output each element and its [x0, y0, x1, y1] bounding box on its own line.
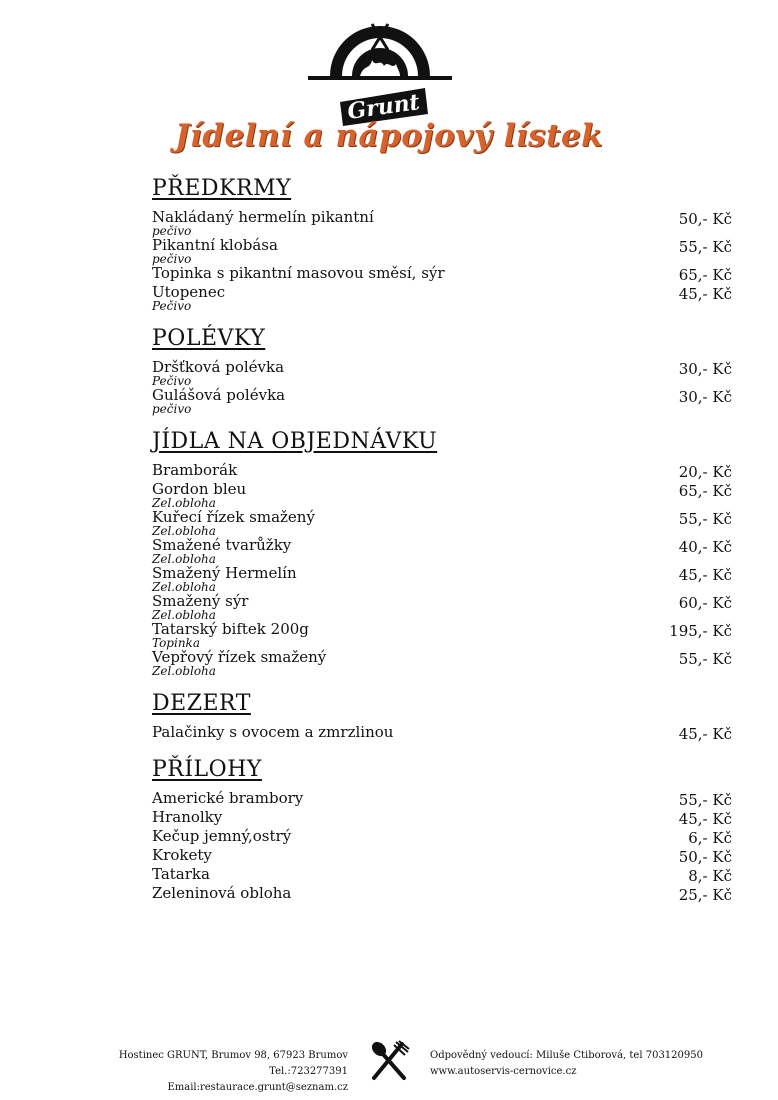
menu-item-name: Bramborák	[152, 461, 238, 479]
menu-item	[152, 790, 732, 809]
menu-item-text	[152, 209, 374, 237]
menu-item-text	[152, 462, 237, 479]
menu-item-note: Zel.obloha	[152, 608, 216, 622]
menu-item-note: Topinka	[152, 636, 200, 650]
menu-item-price: 45,- Kč	[678, 725, 732, 743]
menu-item	[152, 885, 732, 904]
menu-item	[152, 265, 732, 284]
menu-item	[152, 724, 732, 743]
menu-section	[152, 691, 732, 743]
menu-item-note: Pečivo	[152, 299, 192, 313]
menu-item-name: Vepřový řízek smažený	[152, 648, 327, 666]
menu-item-name: Utopenec	[152, 283, 226, 301]
menu-item-name: Krokety	[152, 846, 212, 864]
menu-item-price: 55,- Kč	[678, 791, 732, 809]
menu-item-name: Tatarský biftek 200g	[152, 620, 309, 638]
menu-item-price: 55,- Kč	[678, 650, 732, 668]
menu-item	[152, 481, 732, 509]
footer-address: Hostinec GRUNT, Brumov 98, 67923 Brumov	[118, 1050, 348, 1061]
menu-item-price: 65,- Kč	[678, 482, 732, 500]
menu-item-name: Palačinky s ovocem a zmrzlinou	[152, 723, 394, 741]
menu-item-text	[152, 847, 212, 864]
menu-item-note: pečivo	[152, 224, 192, 238]
menu-item-text	[152, 481, 246, 509]
menu-item-text	[152, 809, 222, 826]
fork-and-spoon-icon	[368, 1040, 410, 1082]
menu-item-price: 60,- Kč	[678, 594, 732, 612]
menu-item-name: Gulášová polévka	[152, 386, 286, 404]
menu-item-note: Zel.obloha	[152, 664, 216, 678]
menu-item-name: Gordon bleu	[152, 480, 247, 498]
footer-manager-line: Odpovědný vedoucí: Miluše Ctiborová, tel 703120950	[430, 1050, 703, 1061]
menu-item-name: Topinka s pikantní masovou směsí, sýr	[152, 264, 445, 282]
menu-item-price: 55,- Kč	[678, 238, 732, 256]
menu-item-name: Zeleninová obloha	[152, 884, 292, 902]
menu-item	[152, 537, 732, 565]
menu-item-text	[152, 387, 285, 415]
menu-item	[152, 359, 732, 387]
menu-item-price: 30,- Kč	[678, 360, 732, 378]
menu-item-price: 45,- Kč	[678, 810, 732, 828]
menu-item-note: Zel.obloha	[152, 552, 216, 566]
menu-section	[152, 176, 732, 312]
menu-item-price: 65,- Kč	[678, 266, 732, 284]
menu-item-name: Kečup jemný,ostrý	[152, 827, 292, 845]
logo-text: Grunt	[345, 89, 422, 125]
menu-item	[152, 284, 732, 312]
section-title: JÍDLA NA OBJEDNÁVKU	[152, 429, 438, 454]
menu-item-name: Pikantní klobása	[152, 236, 278, 254]
menu-item-text	[152, 537, 291, 565]
menu-item-note: pečivo	[152, 252, 192, 266]
menu-item-price: 25,- Kč	[678, 886, 732, 904]
section-title: POLÉVKY	[152, 326, 266, 351]
menu-item	[152, 387, 732, 415]
menu-item-text	[152, 885, 291, 902]
menu-item-text	[152, 359, 284, 387]
footer-contact	[100, 1048, 348, 1096]
menu-item-price: 8,- Kč	[688, 867, 732, 885]
menu-item	[152, 809, 732, 828]
menu-item-text	[152, 509, 315, 537]
menu-item	[152, 509, 732, 537]
section-title: DEZERT	[152, 691, 251, 716]
menu-item-name: Smažený sýr	[152, 592, 249, 610]
section-title: PŘÍLOHY	[152, 757, 262, 782]
menu-item-note: Zel.obloha	[152, 580, 216, 594]
menu-item-text	[152, 866, 210, 883]
menu-subtitle: Jídelní a nápojový lístek	[174, 118, 604, 154]
menu-item-name: Smažené tvarůžky	[152, 536, 292, 554]
menu-item-note: Pečivo	[152, 374, 192, 388]
menu-item	[152, 866, 732, 885]
menu-item	[152, 593, 732, 621]
menu-item-text	[152, 649, 326, 677]
menu-item-text	[152, 724, 393, 741]
menu-item-text	[152, 621, 309, 649]
menu-section	[152, 326, 732, 415]
menu-item-name: Nakládaný hermelín pikantní	[152, 208, 374, 226]
menu-item-name: Dršťková polévka	[152, 358, 285, 376]
menu-item	[152, 565, 732, 593]
menu-item-name: Tatarka	[152, 865, 210, 883]
menu-item-text	[152, 565, 297, 593]
menu-item-text	[152, 593, 248, 621]
menu-item-price: 20,- Kč	[678, 463, 732, 481]
menu-item-text	[152, 237, 278, 265]
menu-item-text	[152, 828, 291, 845]
menu-item-price: 45,- Kč	[678, 285, 732, 303]
menu-item-price: 50,- Kč	[678, 848, 732, 866]
menu-item-name: Kuřecí řízek smažený	[152, 508, 315, 526]
footer-manager	[430, 1048, 730, 1080]
footer-phone-email: Tel.:723277391 Email:restaurace.grunt@seznam.cz	[167, 1066, 348, 1093]
menu-list	[152, 176, 732, 918]
menu-item-price: 6,- Kč	[688, 829, 732, 847]
menu-item-text	[152, 790, 303, 807]
section-title: PŘEDKRMY	[152, 176, 292, 201]
grunt-logo	[300, 14, 460, 132]
menu-item	[152, 237, 732, 265]
menu-item	[152, 649, 732, 677]
menu-item-price: 195,- Kč	[669, 622, 732, 640]
menu-item	[152, 209, 732, 237]
menu-section	[152, 757, 732, 904]
menu-item-price: 30,- Kč	[678, 388, 732, 406]
menu-item-name: Americké brambory	[152, 789, 304, 807]
menu-item	[152, 621, 732, 649]
menu-item-name: Smažený Hermelín	[152, 564, 297, 582]
menu-item	[152, 828, 732, 847]
menu-item	[152, 462, 732, 481]
menu-item	[152, 847, 732, 866]
menu-item-price: 50,- Kč	[678, 210, 732, 228]
menu-section	[152, 429, 732, 677]
footer-website: www.autoservis-cernovice.cz	[430, 1066, 577, 1077]
menu-item-text	[152, 265, 445, 282]
menu-item-text	[152, 284, 225, 312]
menu-item-price: 40,- Kč	[678, 538, 732, 556]
menu-item-price: 55,- Kč	[678, 510, 732, 528]
menu-item-name: Hranolky	[152, 808, 223, 826]
menu-item-note: Zel.obloha	[152, 496, 216, 510]
menu-item-note: Zel.obloha	[152, 524, 216, 538]
menu-item-note: pečivo	[152, 402, 192, 416]
menu-item-price: 45,- Kč	[678, 566, 732, 584]
